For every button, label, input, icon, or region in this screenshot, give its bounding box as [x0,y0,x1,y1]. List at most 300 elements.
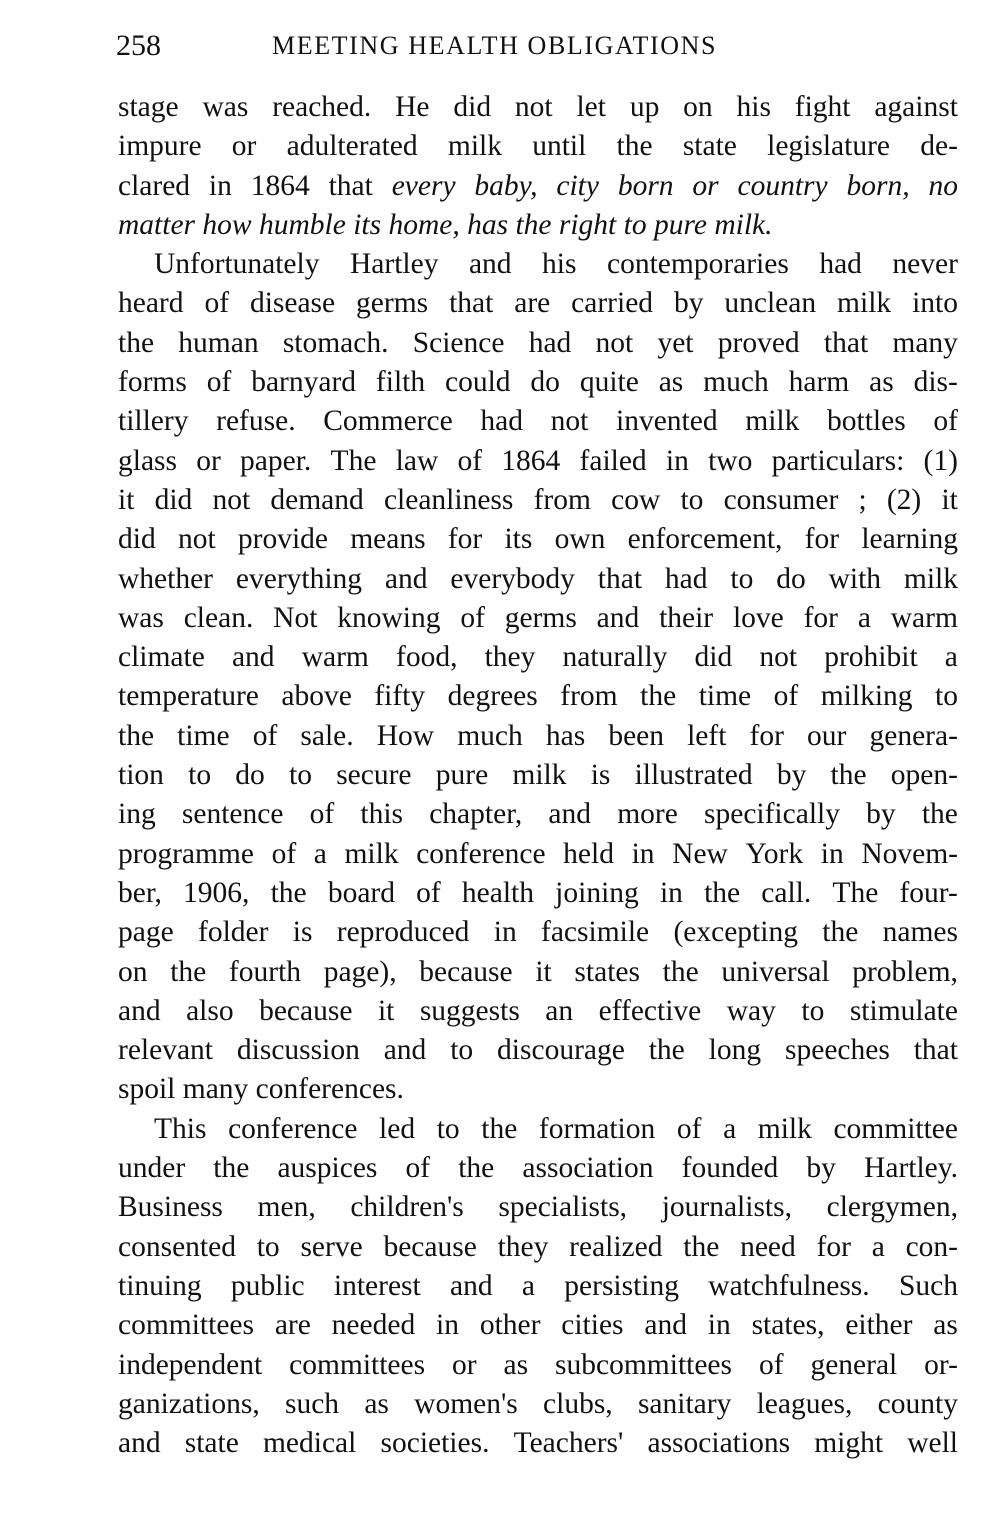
word: con- [905,1230,958,1263]
word: association [522,1152,654,1185]
word: sentence [181,798,284,831]
word: for [803,601,838,634]
word: a [723,1112,737,1145]
word: effective [598,994,702,1027]
word: or [452,1348,477,1381]
word: their [659,601,714,634]
word: our [807,719,847,752]
word: well [907,1427,958,1460]
word: in [493,916,517,949]
word: born, [846,169,910,202]
word: the [118,719,155,752]
word: warm [890,601,958,634]
word: open- [890,759,958,792]
word: and [118,1427,161,1460]
word: of [676,1112,702,1145]
word: Novem- [861,837,958,870]
word: and [383,1034,427,1067]
word: climate [118,641,205,674]
word: page [118,916,174,949]
text-line [118,324,958,363]
word: is [292,916,313,949]
word: more [617,798,678,831]
text-line [118,913,958,952]
word: stimulate [849,994,958,1027]
word: as [869,366,894,399]
word: He [395,91,430,123]
word: pure [653,208,715,241]
word: milk [903,562,958,595]
word: much [703,366,769,399]
word: the [270,876,307,909]
word: chapter, [429,798,523,831]
word: they [497,1230,549,1263]
word: the [683,1230,720,1263]
word: consumer [723,483,839,516]
text-line [118,1188,958,1227]
word: everything [235,562,363,595]
word: dis- [913,366,958,399]
word: the [830,759,867,792]
word: Business [118,1191,223,1224]
word: tinuing [118,1269,202,1302]
word: of [416,876,441,909]
word: 1906, [183,876,250,909]
word: milk [512,759,567,792]
word: joining [555,876,639,909]
word: baby, [474,169,538,202]
word: above [281,680,352,713]
word: Commerce [323,405,453,438]
word: interest [333,1269,421,1302]
word: whether [118,562,214,595]
word: because [259,994,353,1027]
word: never [892,248,958,281]
word: milk [745,405,800,438]
word: contemporaries [606,248,789,281]
word: universal [721,955,830,988]
word: humble [258,208,354,241]
word: ber, [118,876,162,909]
word: a [313,837,327,870]
word: impure [118,130,202,163]
word: reached. [272,91,372,123]
word: filth [375,366,426,399]
word: against [874,91,958,123]
word: own [554,523,606,556]
word: in [659,876,683,909]
word: general [810,1348,898,1381]
word: had [480,405,523,438]
word: conferences. [255,1073,404,1106]
word: ing [118,798,156,831]
word: of [457,444,483,477]
word: and [468,248,512,281]
word: York [745,837,804,870]
word: how [202,208,259,241]
word: public [230,1269,305,1302]
word: quite [579,366,639,399]
word: relevant [118,1034,213,1067]
word: enforcement, [627,523,783,556]
word: milk. [714,208,773,241]
word: spoil [118,1073,183,1106]
word: from [560,680,618,713]
word: discussion [236,1034,360,1067]
word: to [801,994,825,1027]
word: reproduced [336,916,470,949]
word: a [857,601,871,634]
word: to [436,1112,460,1145]
word: much [457,719,523,752]
word: in [208,169,232,202]
word: knowing [337,601,441,634]
word: discourage [497,1034,625,1067]
word: many [892,326,958,359]
text-line [118,1228,958,1267]
text-line [118,167,958,206]
word: cow [611,483,661,516]
word: the [616,130,653,163]
word: such [284,1387,340,1420]
word: home, [388,208,468,241]
word: warm [301,641,369,674]
word: or [692,169,719,202]
word: to [188,759,212,792]
word: children's [350,1191,464,1224]
word: sanitary [637,1387,732,1420]
word: did [694,641,733,674]
word: state [184,1427,239,1460]
word: up [629,91,660,123]
word: the [648,1034,685,1067]
word: that [597,562,643,595]
word: also [186,994,234,1027]
text-line [118,599,958,638]
word: conference [228,1112,358,1145]
word: or [231,130,257,163]
word: from [533,483,591,516]
text-line [118,1306,958,1345]
word: either [845,1309,913,1342]
word: call. [761,876,812,909]
word: to [623,208,654,241]
word: realized [569,1230,663,1263]
word: Hartley [349,248,439,281]
word: are [514,287,551,320]
word: held [563,837,614,870]
word: of [933,405,958,438]
word: because [383,1230,477,1263]
word: invented [616,405,718,438]
word: health [461,876,534,909]
word: committees [118,1309,254,1342]
word: states, [751,1309,825,1342]
word: Hartley. [864,1152,958,1185]
word: tillery [118,405,189,438]
word: do [235,759,265,792]
word: it [118,483,135,516]
word: could [444,366,511,399]
word: 1864 [501,444,561,477]
word: yet [657,326,694,359]
word: subcommittees [555,1348,733,1381]
word: city [556,169,599,202]
text-line [118,677,958,716]
word: had [528,326,572,359]
text-line [118,245,958,284]
word: of [206,366,232,399]
word: time [177,719,230,752]
word: women's [414,1387,518,1420]
word: genera- [869,719,958,752]
word: paper. [240,444,312,477]
running-head [116,26,966,66]
word: fourth [228,955,302,988]
word: do [776,562,806,595]
word: do [530,366,560,399]
word: folder [198,916,269,949]
word: under [118,1152,186,1185]
word: journalists, [661,1191,792,1224]
word: of [204,287,230,320]
word: the [458,1152,495,1185]
word: provide [237,523,328,556]
word: it [535,955,552,988]
word: in [436,1309,459,1342]
word: did [453,91,492,123]
word: demand [270,483,364,516]
word: of [309,798,335,831]
word: as [658,366,684,399]
word: need [740,1230,796,1263]
word: societies. [380,1427,490,1460]
word: and [548,798,591,831]
word: The [330,444,377,477]
word: as [364,1387,389,1420]
word: carried [571,287,654,320]
word: for [816,1230,851,1263]
word: state [682,130,737,163]
word: the [704,876,741,909]
word: clergymen, [826,1191,958,1224]
text-line [118,363,958,402]
text-line [118,284,958,323]
word: forms [118,366,187,399]
word: on [683,91,713,123]
word: to [289,759,312,792]
page-number: 258 [116,29,161,62]
word: medical [262,1427,357,1460]
word: formation [538,1112,656,1145]
word: and [596,601,640,634]
text-line [118,1149,958,1188]
text-line [118,1110,958,1149]
word: ganizations, [118,1387,260,1420]
word: Teachers' [513,1427,624,1460]
word: its [353,208,389,241]
word: names [882,916,958,949]
text-line [118,717,958,756]
word: How [376,719,435,752]
word: every [391,169,456,202]
word: the [662,955,699,988]
word: the [481,1112,518,1145]
word: did [118,523,156,556]
word: in [665,444,689,477]
word: as [503,1348,529,1381]
word: for [804,523,840,556]
word: auspices [277,1152,378,1185]
word: 1864 [250,169,310,202]
word: not [759,641,798,674]
word: this [360,798,404,831]
word: with [828,562,882,595]
word: refuse. [216,405,296,438]
word: was [118,601,164,634]
word: did [154,483,193,516]
word: committee [833,1112,958,1145]
text-line [118,560,958,599]
text-line [118,1070,958,1109]
text-line [118,756,958,795]
text-line [118,953,958,992]
word: fifty [374,680,426,713]
word: let [576,91,606,123]
word: milk [447,130,502,163]
word: four- [899,876,958,909]
word: a [521,1269,535,1302]
word: disease [249,287,336,320]
word: law [395,444,439,477]
word: of [773,680,799,713]
word: problem, [852,955,958,988]
word: not [177,523,216,556]
word: it [377,994,395,1027]
word: harm [788,366,850,399]
word: matter [118,208,203,241]
word: germs [504,601,577,634]
word: are [274,1309,311,1342]
word: illustrated [634,759,753,792]
word: of [252,719,278,752]
word: was [202,91,249,123]
word: This [154,1112,207,1145]
word: the [822,916,859,949]
word: been [608,719,664,752]
word: county [877,1387,958,1420]
word: serve [300,1230,363,1263]
word: milking [820,680,913,713]
word: the [118,326,155,359]
word: pure [435,759,489,792]
word: clubs, [543,1387,613,1420]
word: that [823,326,869,359]
word: has [545,719,586,752]
word: needed [331,1309,416,1342]
word: independent [118,1348,263,1381]
word: milk [837,287,892,320]
word: right [558,208,624,241]
word: food, [396,641,458,674]
word: everybody [450,562,575,595]
text-line [118,874,958,913]
word: associations [647,1427,791,1460]
word: or [196,444,221,477]
word: watchfulness. [708,1269,870,1302]
word: the [213,1152,250,1185]
word: two [708,444,753,477]
word: clared [118,169,191,202]
word: that [913,1034,958,1067]
word: unclean [724,287,817,320]
word: of [460,601,485,634]
text-line [118,481,958,520]
word: committees [289,1348,426,1381]
word: speeches [785,1034,890,1067]
word: tion [118,759,164,792]
word: is [590,759,611,792]
word: adulterated [286,130,418,163]
word: germs [356,287,429,320]
word: to [935,680,958,713]
word: its [504,523,533,556]
word: specialists, [498,1191,628,1224]
word: the [170,955,207,988]
word: suggests [419,994,520,1027]
text-line [118,206,958,245]
word: not [595,326,634,359]
word: his [736,91,771,123]
word: of [405,1152,431,1185]
word: and [231,641,275,674]
word: as [933,1309,958,1342]
word: states [574,955,640,988]
word: left [687,719,727,752]
word: learning [861,523,958,556]
text-line [118,1346,958,1385]
word: for [749,719,784,752]
word: not [212,483,251,516]
word: and [644,1309,687,1342]
word: country [737,169,828,202]
word: persisting [564,1269,679,1302]
word: of [271,837,297,870]
word: born [617,169,674,202]
word: Unfortunately [154,248,320,281]
word: The [832,876,879,909]
text-line [118,638,958,677]
text-line [118,992,958,1031]
word: naturally [562,641,668,674]
word: ; [858,483,867,516]
word: not [550,405,589,438]
word: failed [579,444,647,477]
word: and [384,562,428,595]
word: to [256,1230,280,1263]
word: long [708,1034,762,1067]
word: secure [336,759,412,792]
word: that [328,169,373,202]
word: of [758,1348,784,1381]
word: New [672,837,728,870]
word: heard [118,287,184,320]
word: Not [273,601,318,634]
word: sale. [300,719,354,752]
word: clean. [183,601,254,634]
word: glass [118,444,177,477]
word: way [726,994,776,1027]
